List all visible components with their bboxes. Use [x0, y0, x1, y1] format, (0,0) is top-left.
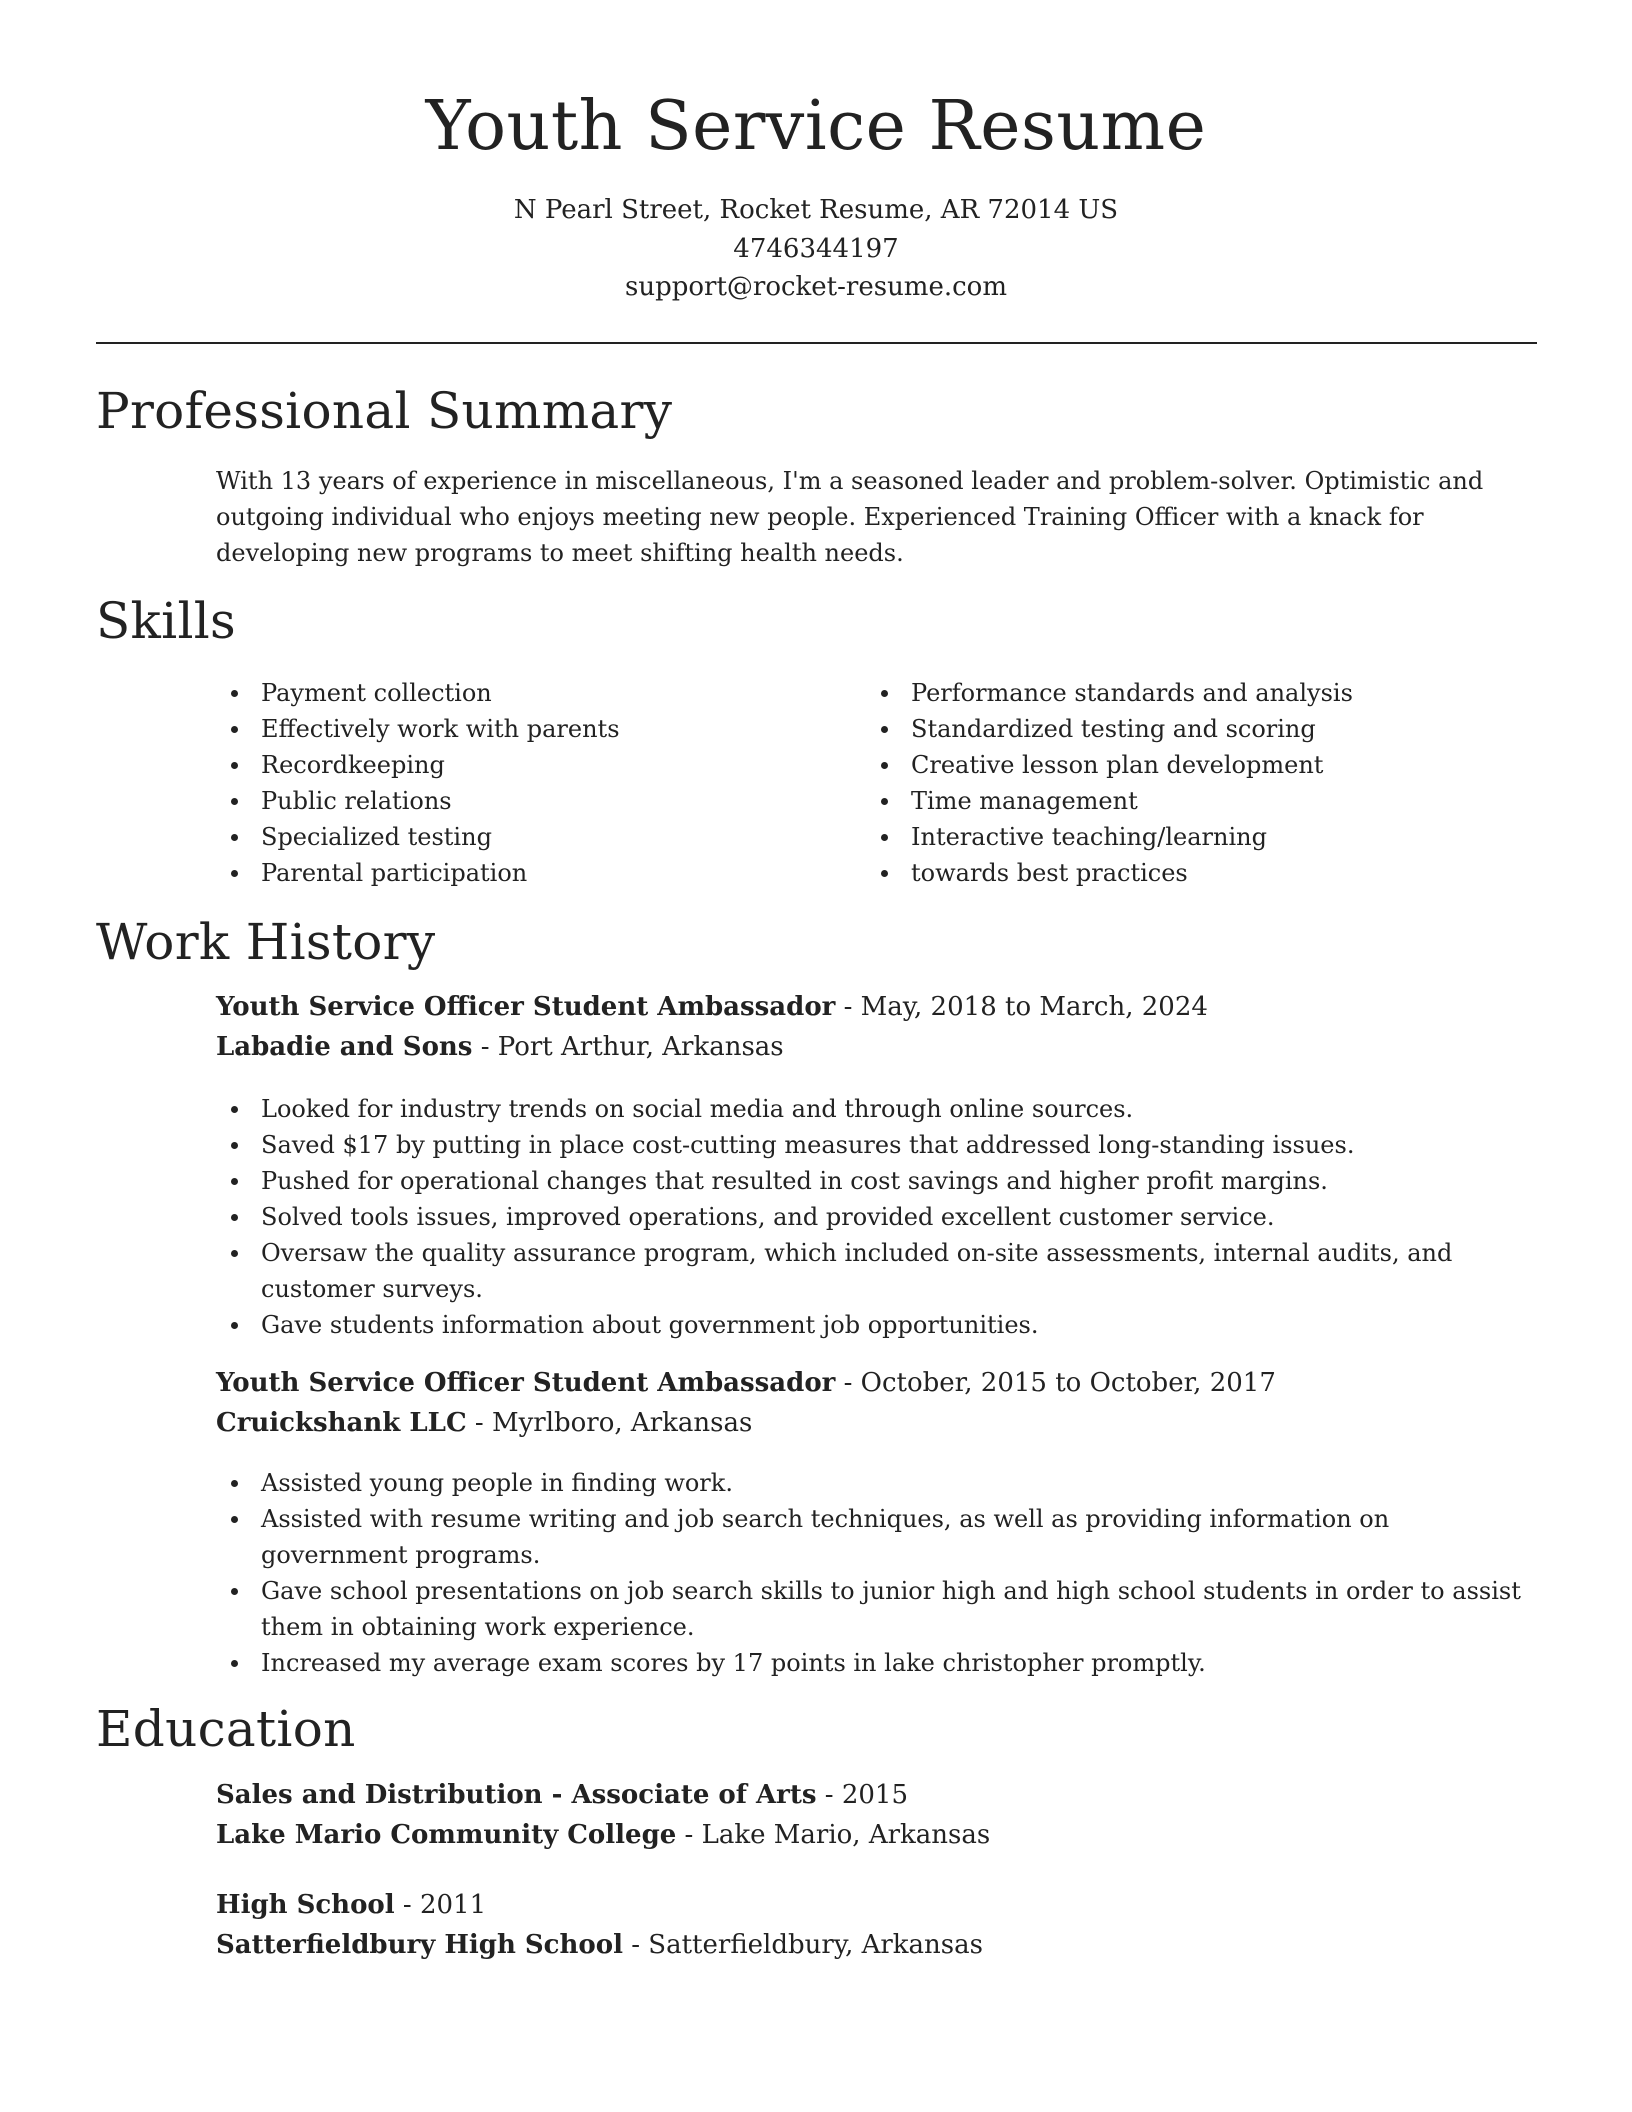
- list-item: Saved $17 by putting in place cost-cutting measures that addressed long-standing issues.: [216, 1127, 1541, 1163]
- summary-heading: Professional Summary: [96, 382, 673, 440]
- skill-item: Specialized testing: [216, 819, 856, 855]
- job-company: Labadie and Sons: [216, 1032, 473, 1062]
- job-location: - Port Arthur, Arkansas: [472, 1032, 784, 1062]
- skill-item: Recordkeeping: [216, 747, 856, 783]
- education-school-line: [216, 1815, 1536, 1855]
- skill-item: Performance standards and analysis: [866, 675, 1526, 711]
- skill-item: Interactive teaching/learning: [866, 819, 1526, 855]
- skill-item: Public relations: [216, 783, 856, 819]
- education-heading: Education: [96, 1700, 356, 1758]
- list-item: Pushed for operational changes that resulted in cost savings and higher profit margins.: [216, 1163, 1541, 1199]
- job-title: Youth Service Officer Student Ambassador: [216, 992, 836, 1022]
- skill-item: Standardized testing and scoring: [866, 711, 1526, 747]
- skills-heading: Skills: [96, 592, 236, 650]
- summary-text: With 13 years of experience in miscellaneous, I'm a seasoned leader and problem-solver. Optimistic and outgoing individual who enjoys meeting new people. Experienced Training Officer with a knack for developing new programs to meet shifting health needs.: [216, 467, 1484, 567]
- skill-item: Effectively work with parents: [216, 711, 856, 747]
- education-school: Lake Mario Community College: [216, 1820, 677, 1850]
- list-item: Assisted young people in finding work.: [216, 1465, 1541, 1501]
- education-degree: Sales and Distribution - Associate of Arts: [216, 1780, 817, 1810]
- job-bullets: [216, 1091, 1541, 1343]
- list-item: Looked for industry trends on social media and through online sources.: [216, 1091, 1541, 1127]
- skill-item: Creative lesson plan development: [866, 747, 1526, 783]
- job-bullets: [216, 1465, 1541, 1681]
- job-title: Youth Service Officer Student Ambassador: [216, 1368, 836, 1398]
- job-company-line: [216, 1027, 1536, 1067]
- job-title-line: [216, 987, 1536, 1027]
- education-location: - Lake Mario, Arkansas: [676, 1820, 991, 1850]
- education-degree-line: [216, 1885, 1536, 1925]
- contact-email: support@rocket-resume.com: [624, 272, 1007, 302]
- list-item: Assisted with resume writing and job search techniques, as well as providing information on government programs.: [216, 1501, 1541, 1573]
- job-location: - Myrlboro, Arkansas: [466, 1408, 753, 1438]
- contact-phone: 4746344197: [733, 234, 899, 264]
- list-item: Oversaw the quality assurance program, which included on-site assessments, internal audits, and customer surveys.: [216, 1235, 1541, 1307]
- list-item: Gave students information about government job opportunities.: [216, 1307, 1541, 1343]
- contact-address: N Pearl Street, Rocket Resume, AR 72014 US: [513, 195, 1119, 225]
- work-heading: Work History: [96, 913, 436, 971]
- list-item: Solved tools issues, improved operations, and provided excellent customer service.: [216, 1199, 1541, 1235]
- job-dates: - May, 2018 to March, 2024: [835, 992, 1208, 1022]
- skills-list-left: [216, 675, 856, 891]
- education-degree-line: [216, 1775, 1536, 1815]
- education-year: - 2015: [816, 1780, 908, 1810]
- skills-list-right: [866, 675, 1526, 891]
- education-location: - Satterfieldbury, Arkansas: [622, 1930, 983, 1960]
- list-item: Gave school presentations on job search skills to junior high and high school students in order to assist them in obtaining work experience.: [216, 1573, 1541, 1645]
- education-school-line: [216, 1925, 1536, 1965]
- skill-item: Time management: [866, 783, 1526, 819]
- skill-item: Parental participation: [216, 855, 856, 891]
- job-dates: - October, 2015 to October, 2017: [835, 1368, 1276, 1398]
- education-year: - 2011: [394, 1890, 487, 1920]
- skill-item: towards best practices: [866, 855, 1526, 891]
- list-item: Increased my average exam scores by 17 points in lake christopher promptly.: [216, 1645, 1541, 1681]
- education-degree: High School: [216, 1890, 395, 1920]
- job-title-line: [216, 1363, 1536, 1403]
- job-company-line: [216, 1403, 1536, 1443]
- header-divider: [96, 342, 1537, 344]
- skill-item: Payment collection: [216, 675, 856, 711]
- education-school: Satterfieldbury High School: [216, 1930, 623, 1960]
- resume-name: Youth Service Resume: [425, 87, 1207, 166]
- job-company: Cruickshank LLC: [216, 1408, 467, 1438]
